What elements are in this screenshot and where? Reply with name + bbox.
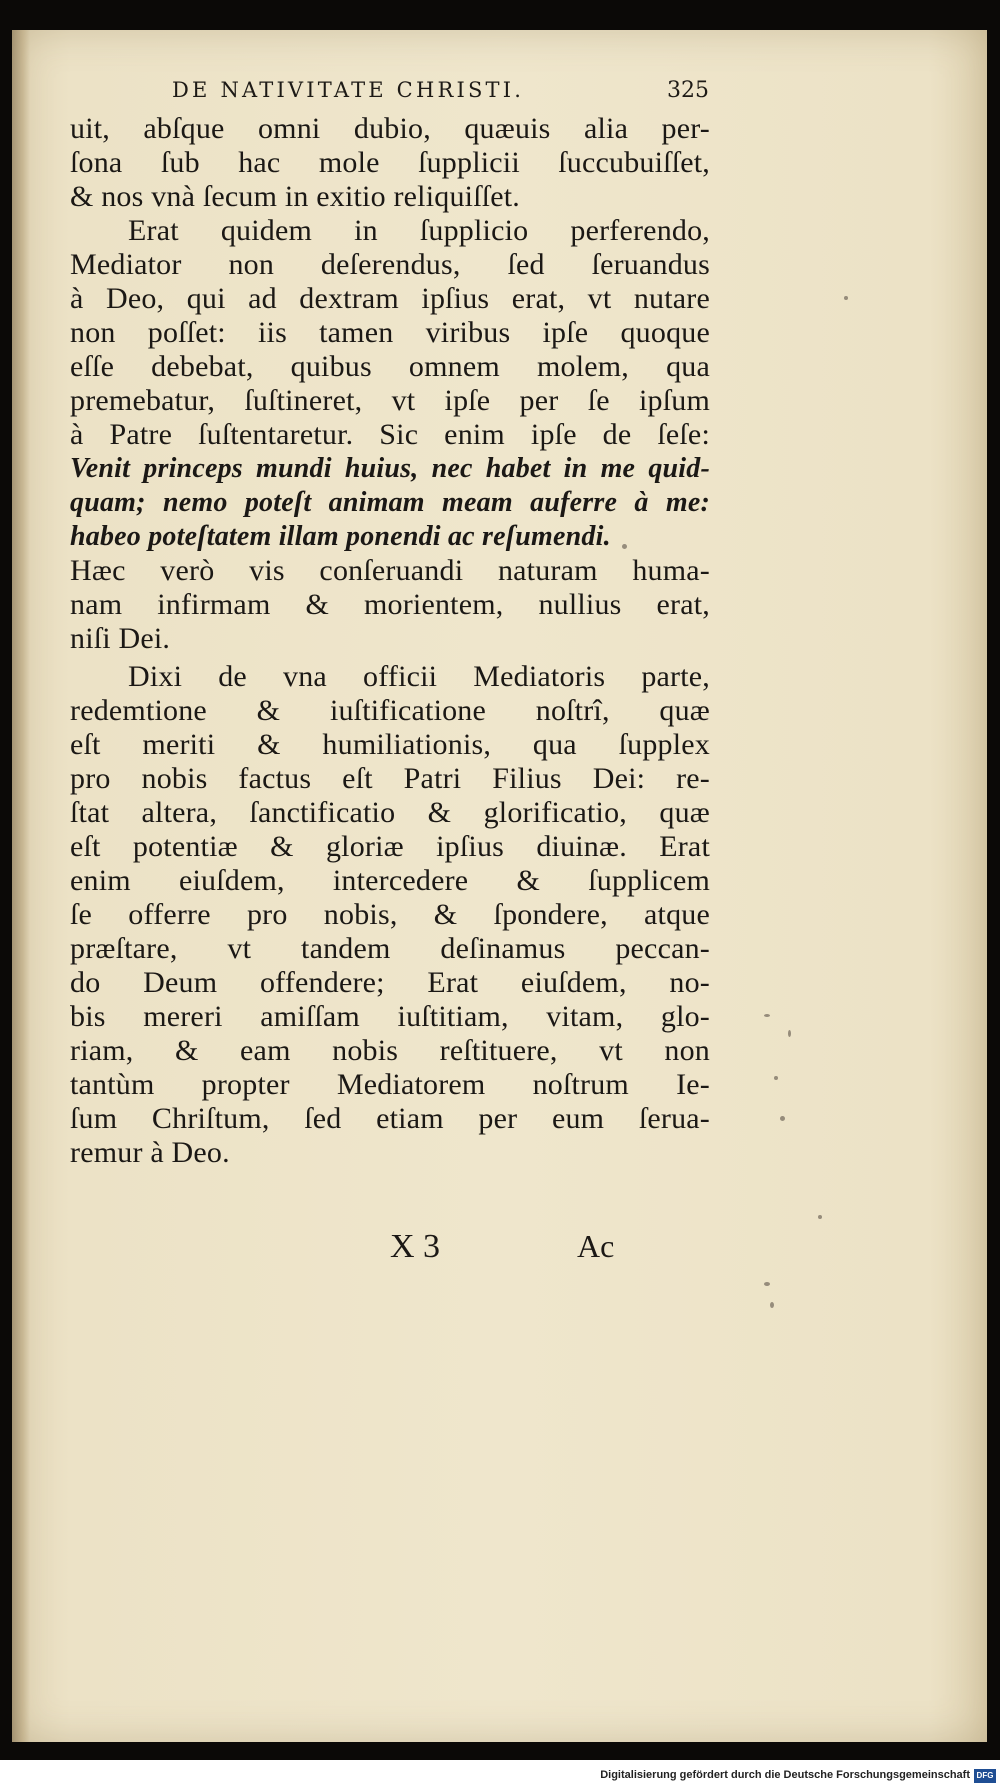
page-gutter (12, 30, 30, 1742)
text-line: Hæc verò vis conſeruandi naturam huma- (70, 554, 710, 587)
paper-speck (788, 1030, 791, 1037)
text-line: redemtione & iuſtificatione noſtrî, quæ (70, 694, 710, 727)
text-line: pro nobis factus eſt Patri Filius Dei: re- (70, 762, 710, 795)
page-number: 325 (667, 78, 709, 103)
paper-speck (780, 1116, 785, 1121)
text-line: non poſſet: iis tamen viribus ipſe quoque (70, 316, 710, 349)
paper-speck (622, 544, 627, 549)
funding-credit: Digitalisierung gefördert durch die Deutsche Forschungsgemeinschaft (600, 1769, 970, 1781)
text-line: eſſe debebat, quibus omnem molem, qua (70, 350, 710, 383)
text-line: ſtat altera, ſanctificatio & glorificatio, quæ (70, 796, 710, 829)
digitization-footer (0, 1766, 1000, 1788)
text-line: enim eiuſdem, intercedere & ſupplicem (70, 864, 710, 897)
text-line: eſt potentiæ & gloriæ ipſius diuinæ. Erat (70, 830, 710, 863)
catchword: Ac (577, 1228, 615, 1264)
text-line: bis mereri amiſſam iuſtitiam, vitam, glo- (70, 1000, 710, 1033)
text-line: à Patre ſuſtentaretur. Sic enim ipſe de ſeſe: (70, 418, 710, 451)
dfg-logo: DFG (974, 1769, 996, 1783)
text-line: nam infirmam & morientem, nullius erat, (70, 588, 710, 621)
text-line: Dixi de vna officii Mediatoris parte, (128, 660, 710, 693)
quotation-line: quam; nemo poteſt animam meam auferre à me: (70, 487, 710, 518)
text-line: à Deo, qui ad dextram ipſius erat, vt nutare (70, 282, 710, 315)
page-foot (12, 1228, 987, 1268)
quotation-line: Venit princeps mundi huius, nec habet in me quid- (70, 453, 710, 484)
paper-speck (818, 1215, 822, 1219)
paper-speck (764, 1014, 770, 1017)
text-line: Mediator non deſerendus, ſed ſeruandus (70, 248, 710, 281)
paper-speck (764, 1282, 770, 1286)
paper-speck (774, 1076, 778, 1080)
signature-mark: X 3 (390, 1228, 441, 1265)
text-line: tantùm propter Mediatorem noſtrum Ie- (70, 1068, 710, 1101)
text-line: do Deum offendere; Erat eiuſdem, no- (70, 966, 710, 999)
text-line: ſona ſub hac mole ſupplicii ſuccubuiſſet, (70, 146, 710, 179)
text-line: & nos vnà ſecum in exitio reliquiſſet. (70, 180, 521, 213)
text-line: ſe offerre pro nobis, & ſpondere, atque (70, 898, 710, 931)
text-line: ſum Chriſtum, ſed etiam per eum ſerua- (70, 1102, 710, 1135)
text-line: premebatur, ſuſtineret, vt ipſe per ſe ipſum (70, 384, 710, 417)
text-line: niſi Dei. (70, 622, 171, 655)
paper-speck (844, 296, 848, 300)
body-text (70, 112, 710, 1170)
text-line: eſt meriti & humiliationis, qua ſupplex (70, 728, 710, 761)
running-head-title: DE NATIVITATE CHRISTI. (172, 78, 525, 102)
quotation-line: habeo poteſtatem illam ponendi ac reſumendi. (70, 521, 611, 552)
text-line: riam, & eam nobis reſtituere, vt non (70, 1034, 710, 1067)
paper-speck (770, 1302, 774, 1308)
text-line: remur à Deo. (70, 1136, 230, 1169)
book-page (12, 30, 987, 1742)
text-line: uit, abſque omni dubio, quæuis alia per- (70, 112, 710, 145)
text-line: præſtare, vt tandem deſinamus peccan- (70, 932, 710, 965)
text-line: Erat quidem in ſupplicio perferendo, (128, 214, 710, 247)
